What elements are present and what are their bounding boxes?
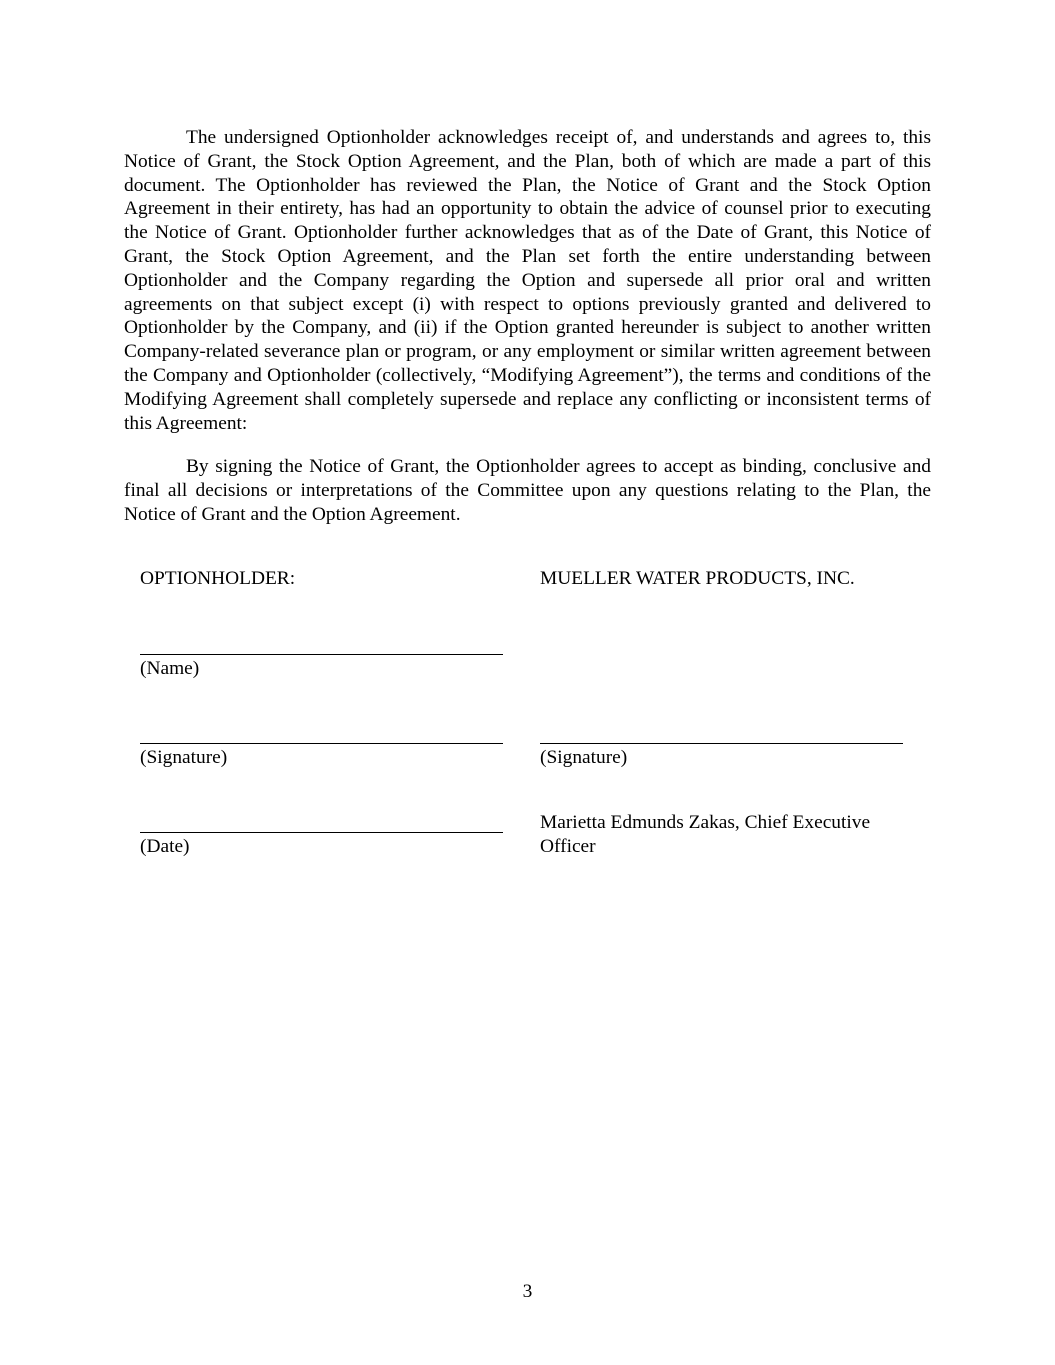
company-signer-name-title: Marietta Edmunds Zakas, Chief Executive Officer [540,812,871,857]
name-label: (Name) [140,658,200,679]
date-label: (Date) [140,836,190,857]
company-heading: MUELLER WATER PRODUCTS, INC. [540,568,855,589]
company-signature-line[interactable] [540,743,903,744]
date-line[interactable] [140,832,503,833]
name-line[interactable] [140,654,503,655]
binding-decisions-paragraph: By signing the Notice of Grant, the Optionholder agrees to accept as binding, conclusive and final all decisions or interpretations of the Committee upon any questions relating to the Plan, the Notice of Grant and the Option Agreement. [124,456,931,525]
optionholder-signature-label: (Signature) [140,747,228,768]
page-number: 3 [522,1281,533,1302]
optionholder-signature-line[interactable] [140,743,503,744]
company-signature-label: (Signature) [540,747,628,768]
acknowledgement-paragraph: The undersigned Optionholder acknowledges receipt of, and understands and agrees to, this Notice of Grant, the Stock Option Agreement, and the Plan, both of which are made a part of this document. The Optionholder has reviewed the Plan, the Notice of Grant and the Stock Option Agreement in their entirety, has had an opportunity to obtain the advice of counsel prior to executing the Notice of Grant. Optionholder further acknowledges that as of the Date of Grant, this Notice of Grant, the Stock Option Agreement, and the Plan set forth the entire understanding between Optionholder and the Company regarding the Option and supersede all prior oral and written agreements on that subject except (i) with respect to options previously granted and delivered to Optionholder by the Company, and (ii) if the Option granted hereunder is subject to another written Company-related severance plan or program, or any employment or similar written agreement between the Company and Optionholder (collectively, “Modifying Agreement”), the terms and conditions of the Modifying Agreement shall completely supersede and replace any conflicting or inconsistent terms of this Agreement: [124,127,931,434]
optionholder-heading: OPTIONHOLDER: [140,568,296,589]
